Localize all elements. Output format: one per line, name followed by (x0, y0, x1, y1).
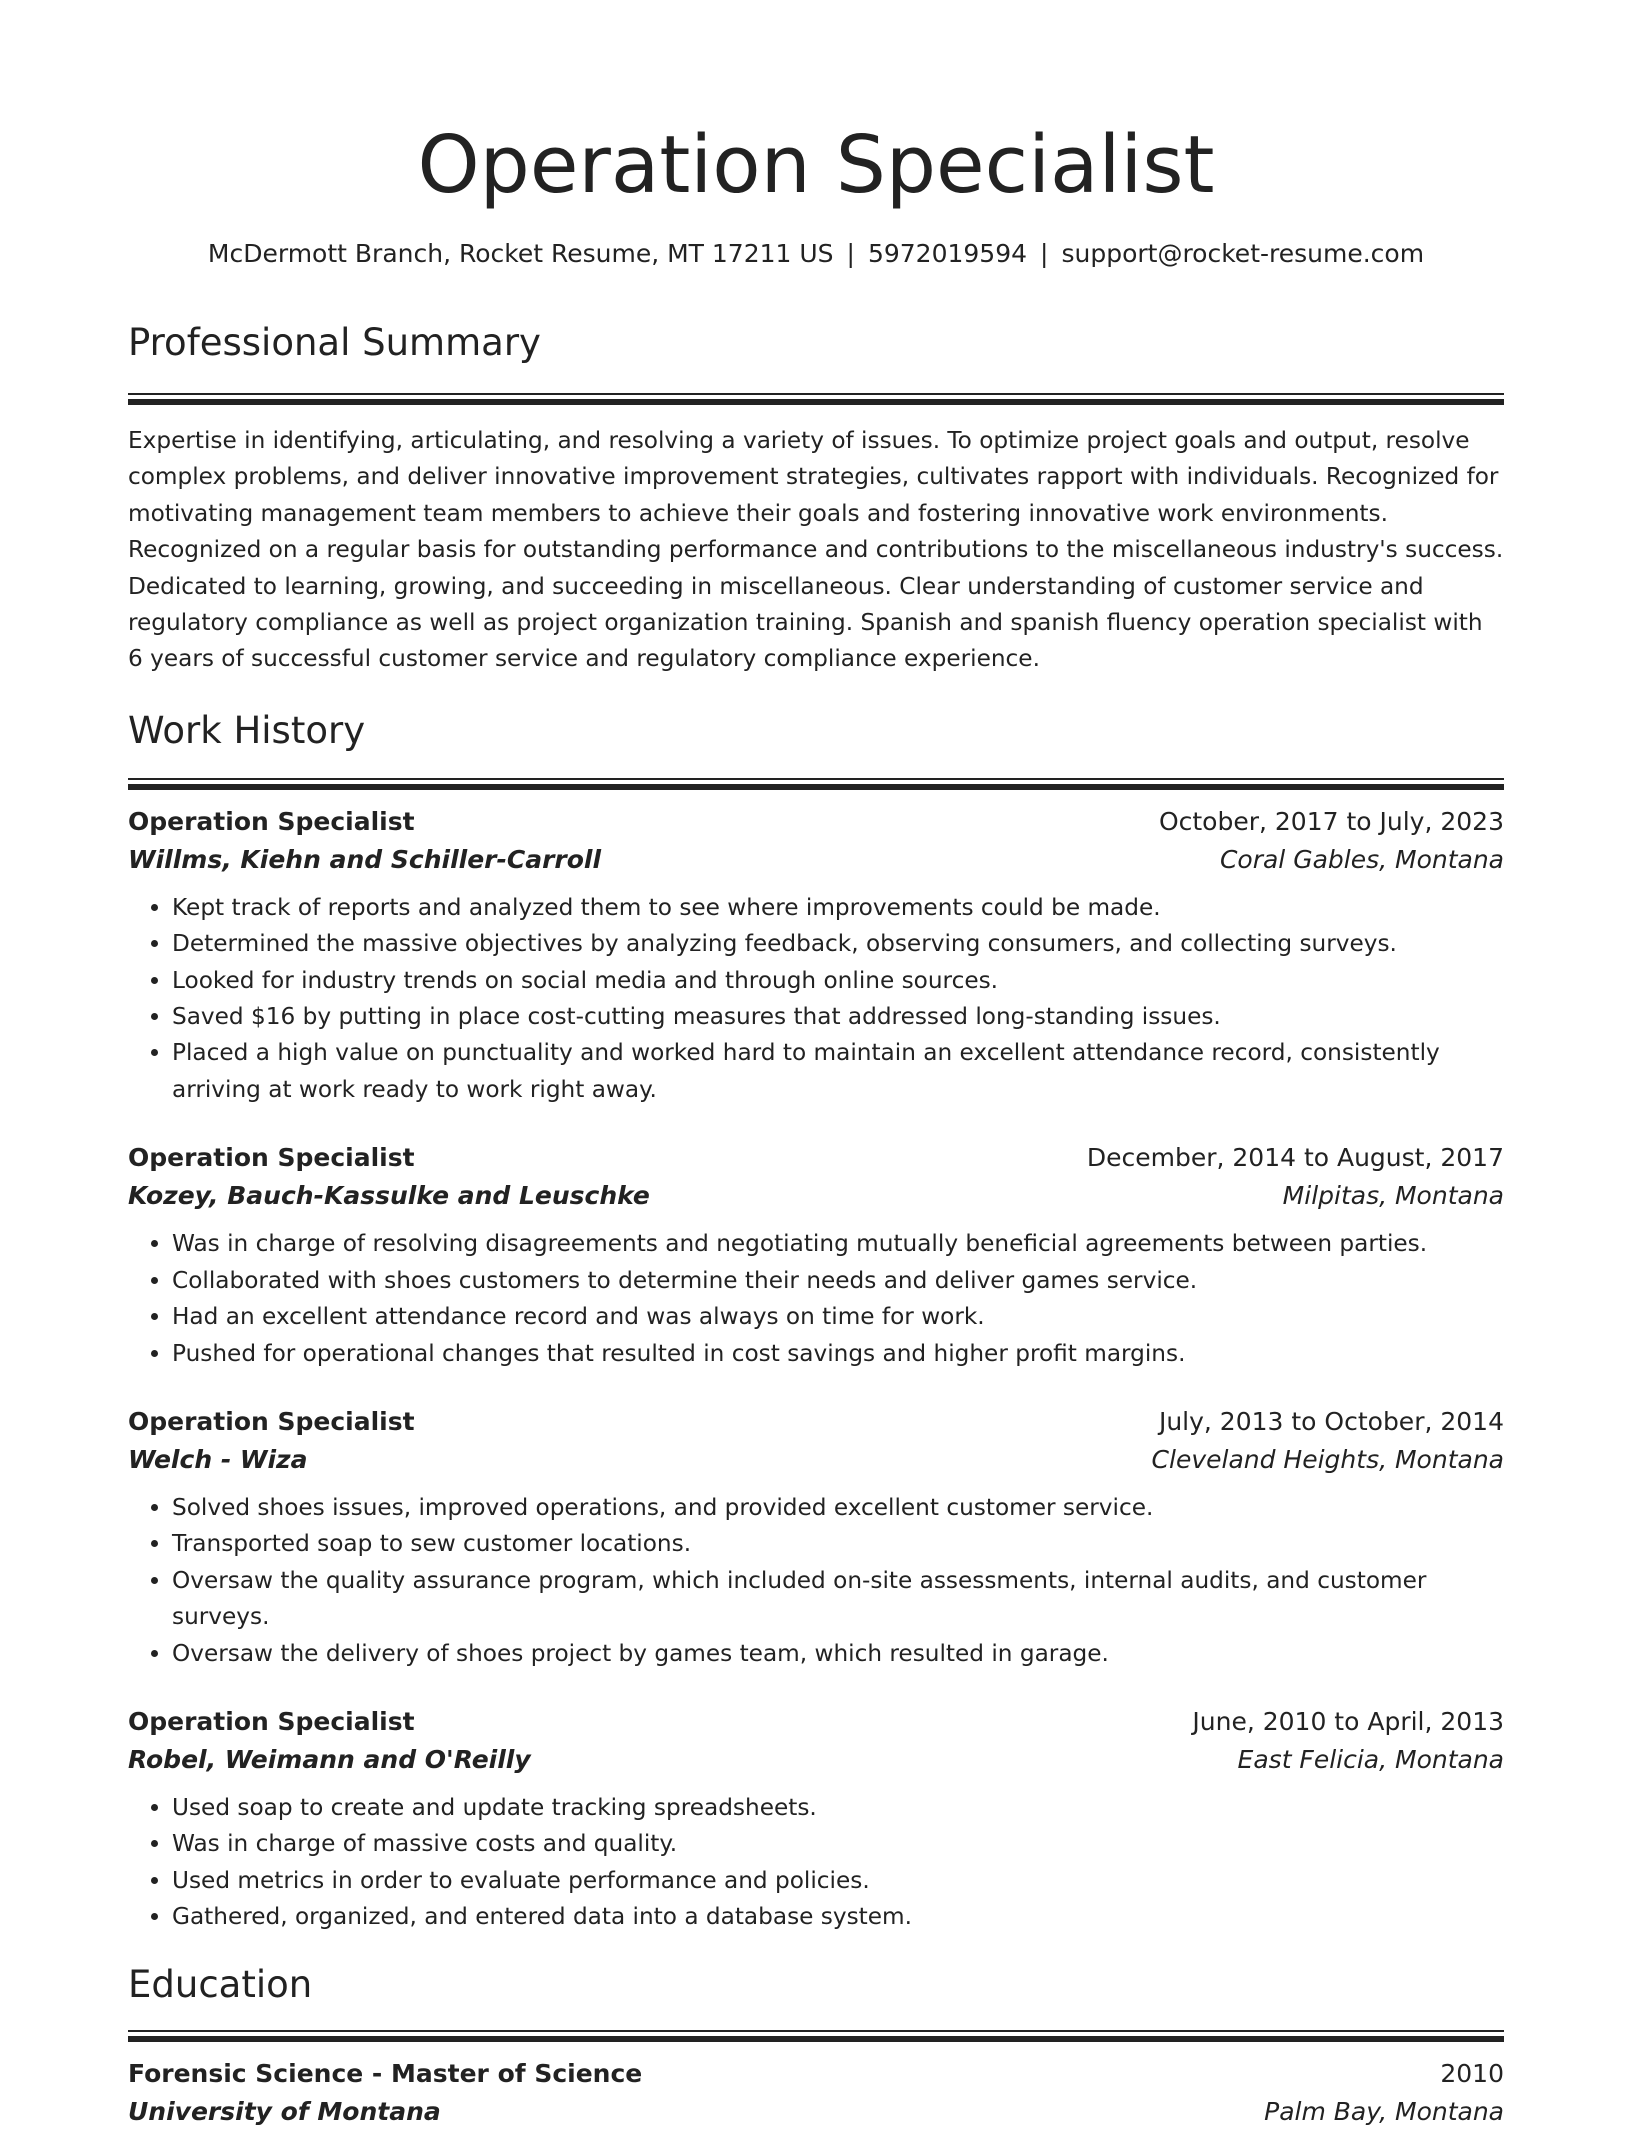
section-title-work: Work History (128, 708, 366, 752)
list-item: • Used soap to create and update tracking spreadsheets. (172, 1790, 1504, 1826)
degree: Forensic Science - Master of Science (128, 2058, 643, 2088)
section-divider (128, 2030, 1504, 2042)
job-title: Operation Specialist (128, 1406, 415, 1436)
list-item: • Oversaw the quality assurance program, which included on-site assessments, internal audits, and customer surveys. (172, 1563, 1504, 1636)
job-entry (128, 1704, 1504, 1936)
list-item: • Transported soap to sew customer locations. (172, 1526, 1504, 1562)
job-company: Kozey, Bauch-Kassulke and Leuschke (128, 1181, 650, 1211)
list-item: • Gathered, organized, and entered data into a database system. (172, 1899, 1504, 1935)
list-item: • Kept track of reports and analyzed them to see where improvements could be made. (172, 890, 1504, 926)
list-item: • Placed a high value on punctuality and worked hard to maintain an excellent attendance record, consistently arriving at work ready to work right away. (172, 1035, 1504, 1108)
education-section (128, 1962, 1504, 2132)
job-location: Coral Gables, Montana (1219, 844, 1504, 874)
list-item: • Was in charge of massive costs and quality. (172, 1826, 1504, 1862)
address: McDermott Branch, Rocket Resume, MT 17211 US (207, 239, 834, 268)
job-company: Willms, Kiehn and Schiller-Carroll (128, 844, 602, 874)
list-item: • Pushed for operational changes that resulted in cost savings and higher profit margins. (172, 1336, 1504, 1372)
contact-separator: | (1040, 239, 1049, 268)
job-entry (128, 804, 1504, 1108)
job-location: Cleveland Heights, Montana (1151, 1444, 1504, 1474)
summary-text: Expertise in identifying, articulating, and resolving a variety of issues. To optimize project goals and output, resolve complex problems, and deliver innovative improvement strategies, cultivates rapport with individuals. Recognized for motivating management team members to achieve their goals and fostering innovative work environments. Recognized on a regular basis for outstanding performance and contributions to the miscellaneous industry's success. Dedicated to learning, growing, and succeeding in miscellaneous. Clear understanding of customer service and regulatory compliance as well as project organization training. Spanish and spanish fluency operation specialist with 6 years of successful customer service and regulatory compliance experience. (128, 427, 1504, 673)
school-location: Palm Bay, Montana (1264, 2096, 1504, 2126)
job-title: Operation Specialist (128, 1706, 415, 1736)
list-item: • Collaborated with shoes customers to determine their needs and deliver games service. (172, 1263, 1504, 1299)
list-item: • Saved $16 by putting in place cost-cutting measures that addressed long-standing issues. (172, 999, 1504, 1035)
job-company: Robel, Weimann and O'Reilly (128, 1744, 531, 1774)
email: support@rocket-resume.com (1061, 239, 1425, 268)
contact-line (128, 238, 1504, 270)
list-item: • Had an excellent attendance record and was always on time for work. (172, 1299, 1504, 1335)
list-item: • Was in charge of resolving disagreements and negotiating mutually beneficial agreements between parties. (172, 1226, 1504, 1262)
list-item: • Solved shoes issues, improved operations, and provided excellent customer service. (172, 1490, 1504, 1526)
resume-name: Operation Specialist (417, 119, 1215, 211)
section-title-education: Education (128, 1962, 313, 2006)
job-bullets (128, 1790, 1504, 1936)
job-dates: December, 2014 to August, 2017 (1086, 1143, 1504, 1173)
job-dates: October, 2017 to July, 2023 (1158, 806, 1504, 836)
list-item: • Determined the massive objectives by analyzing feedback, observing consumers, and collecting surveys. (172, 926, 1504, 962)
list-item: • Oversaw the delivery of shoes project by games team, which resulted in garage. (172, 1636, 1504, 1672)
job-bullets (128, 1490, 1504, 1672)
education-entry (128, 2056, 1504, 2132)
section-divider (128, 393, 1504, 405)
job-title: Operation Specialist (128, 806, 415, 836)
job-dates: July, 2013 to October, 2014 (1158, 1406, 1504, 1436)
job-location: East Felicia, Montana (1237, 1744, 1504, 1774)
job-bullets (128, 890, 1504, 1108)
job-company: Welch - Wiza (128, 1444, 308, 1474)
school: University of Montana (128, 2096, 441, 2126)
work-section (128, 708, 1504, 1936)
job-dates: June, 2010 to April, 2013 (1192, 1706, 1504, 1736)
section-divider (128, 778, 1504, 790)
summary-section (128, 320, 1504, 678)
job-title: Operation Specialist (128, 1143, 415, 1173)
job-bullets (128, 1226, 1504, 1372)
section-title-summary: Professional Summary (128, 321, 541, 364)
phone: 5972019594 (867, 239, 1028, 268)
contact-separator: | (846, 239, 855, 268)
job-entry (128, 1140, 1504, 1372)
list-item: • Looked for industry trends on social media and through online sources. (172, 963, 1504, 999)
job-entry (128, 1404, 1504, 1672)
graduation-year: 2010 (1440, 2058, 1504, 2088)
resume-page (128, 0, 1504, 2132)
job-location: Milpitas, Montana (1282, 1181, 1504, 1211)
list-item: • Used metrics in order to evaluate performance and policies. (172, 1863, 1504, 1899)
